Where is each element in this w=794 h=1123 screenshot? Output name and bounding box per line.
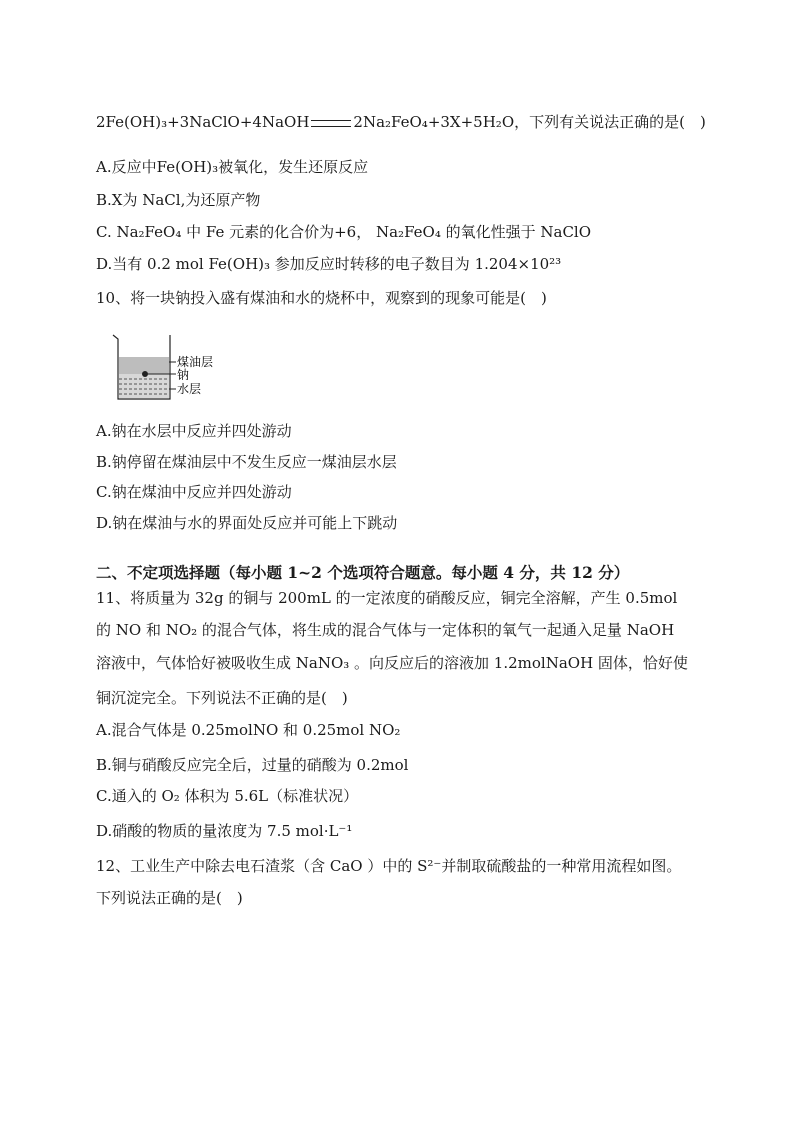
q11-stem-line-4: 铜沉淀完全。下列说法不正确的是( ): [96, 689, 348, 707]
q11-stem-line-1: 11、将质量为 32g 的铜与 200mL 的一定浓度的硝酸反应，铜完全溶解，产生 0.5mol: [96, 589, 678, 607]
q11-option-c[interactable]: C.通入的 O₂ 体积为 5.6L（标准状况）: [96, 787, 359, 805]
q12-stem-line-1: 12、工业生产中除去电石渣浆（含 CaO ）中的 S²⁻并制取硫酸盐的一种常用流程如图。: [96, 857, 682, 875]
q11-option-d[interactable]: D.硝酸的物质的量浓度为 7.5 mol·L⁻¹: [96, 822, 353, 840]
q10-stem: 10、将一块钠投入盛有煤油和水的烧杯中，观察到的现象可能是( ): [96, 289, 547, 307]
q10-option-d[interactable]: D.钠在煤油与水的界面处反应并可能上下跳动: [96, 514, 398, 532]
q12-stem-line-2: 下列说法正确的是( ): [96, 889, 243, 907]
q9-equation-right: 2Na₂FeO₄+3X+5H₂O，下列有关说法正确的是( ): [353, 113, 706, 131]
q10-option-a[interactable]: A.钠在水层中反应并四处游动: [96, 422, 292, 440]
q9-option-a[interactable]: A.反应中Fe(OH)₃被氧化，发生还原反应: [96, 158, 369, 176]
q9-equation-left: 2Fe(OH)₃+3NaClO+4NaOH: [96, 113, 310, 131]
q10-option-b[interactable]: B.钠停留在煤油层中不发生反应一煤油层水层: [96, 453, 397, 471]
label-sodium: 钠: [177, 368, 190, 382]
q11-stem-line-3: 溶液中，气体恰好被吸收生成 NaNO₃ 。向反应后的溶液加 1.2molNaOH 固体，恰好使: [96, 654, 688, 672]
section-2-heading: 二、不定项选择题（每小题 1~2 个选项符合题意。每小题 4 分，共 12 分）: [96, 563, 630, 582]
q11-stem-line-2: 的 NO 和 NO₂ 的混合气体，将生成的混合气体与一定体积的氧气一起通入足量 NaOH: [96, 621, 675, 639]
label-water-layer: 水层: [177, 382, 202, 396]
q9-equation-line: [96, 112, 706, 132]
q9-option-c[interactable]: C. Na₂FeO₄ 中 Fe 元素的化合价为+6， Na₂FeO₄ 的氧化性强于 NaClO: [96, 223, 592, 241]
q9-option-b[interactable]: B.X为 NaCl,为还原产物: [96, 191, 261, 209]
label-kerosene-layer: 煤油层: [177, 355, 214, 369]
equals-arrow-icon: [311, 120, 351, 127]
q11-option-a[interactable]: A.混合气体是 0.25molNO 和 0.25mol NO₂: [96, 721, 401, 739]
q9-option-d[interactable]: D.当有 0.2 mol Fe(OH)₃ 参加反应时转移的电子数目为 1.204×10²³: [96, 255, 562, 273]
beaker-figure: [110, 329, 230, 403]
sodium-piece: [142, 371, 148, 377]
q11-option-b[interactable]: B.铜与硝酸反应完全后，过量的硝酸为 0.2mol: [96, 756, 409, 774]
q10-option-c[interactable]: C.钠在煤油中反应并四处游动: [96, 483, 292, 501]
